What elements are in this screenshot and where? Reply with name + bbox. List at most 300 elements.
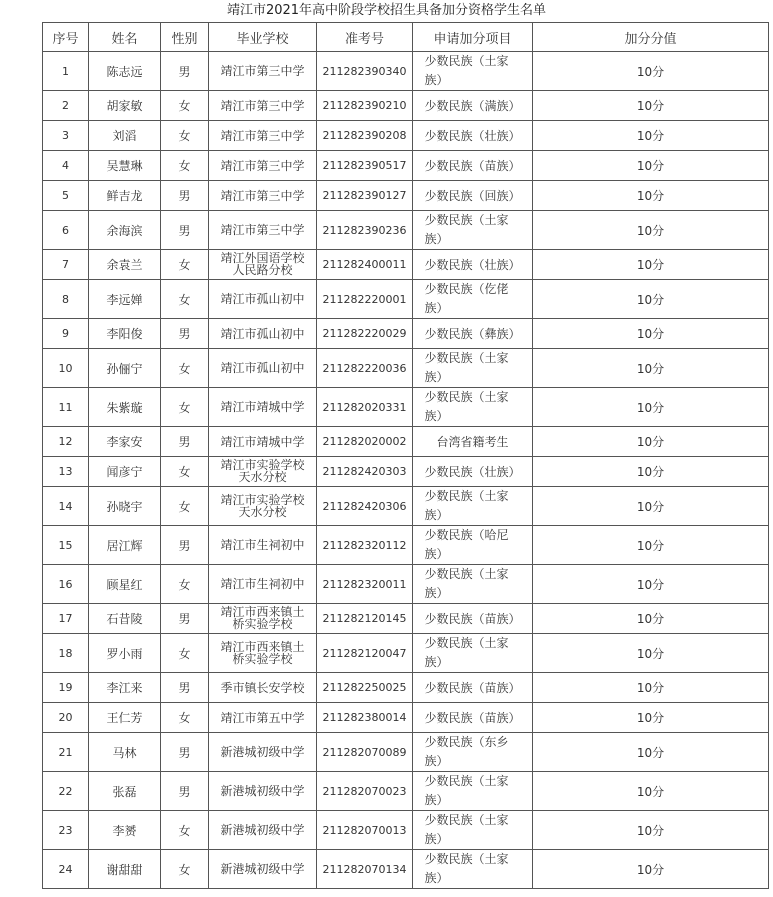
cell-bonus-score-text: 10分 [636, 258, 665, 272]
cell-no [43, 811, 89, 850]
cell-exam-no [317, 850, 413, 889]
cell-exam-no-text: 211282070134 [322, 862, 407, 876]
cell-name-text: 鲜吉龙 [106, 189, 143, 203]
cell-bonus-item [413, 487, 533, 526]
cell-bonus-score-text: 10分 [636, 189, 665, 203]
cell-bonus-score-text: 10分 [636, 129, 665, 143]
cell-exam-no [317, 772, 413, 811]
cell-school-text: 靖江市第三中学 [220, 223, 305, 237]
cell-school [209, 457, 317, 487]
table-row [43, 703, 769, 733]
cell-name [89, 121, 161, 151]
table-row [43, 181, 769, 211]
table-row [43, 634, 769, 673]
cell-school-text: 靖江市靖城中学 [220, 400, 305, 414]
cell-exam-no-text: 211282320112 [322, 538, 407, 552]
cell-gender-text: 女 [178, 129, 191, 143]
cell-bonus-score [533, 565, 769, 604]
cell-exam-no [317, 319, 413, 349]
cell-school-text: 靖江市第三中学 [220, 188, 305, 203]
cell-no-text: 2 [62, 99, 69, 112]
cell-school-text: 靖江市实验学校天水分校 [220, 458, 305, 484]
table-row [43, 427, 769, 457]
cell-school [209, 91, 317, 121]
cell-school [209, 673, 317, 703]
cell-school-text: 靖江市实验学校天水分校 [220, 492, 305, 519]
cell-bonus-score [533, 772, 769, 811]
cell-no-text: 12 [58, 435, 73, 448]
cell-gender [161, 457, 209, 487]
cell-bonus-item-text: 少数民族（土家族） [424, 213, 509, 246]
table-row [43, 52, 769, 91]
cell-exam-no [317, 703, 413, 733]
cell-school-text: 新港城初级中学 [220, 862, 305, 876]
cell-gender [161, 250, 209, 280]
header-no: 序号 [43, 23, 89, 52]
cell-name-text: 谢甜甜 [106, 862, 143, 877]
header-bonus-score: 加分分值 [533, 23, 769, 52]
cell-bonus-item [413, 604, 533, 634]
cell-no [43, 121, 89, 151]
cell-bonus-item-text: 少数民族（彝族） [424, 326, 521, 341]
cell-school-text: 靖江外国语学校人民路分校 [220, 251, 305, 277]
cell-bonus-score [533, 181, 769, 211]
cell-gender-text: 男 [178, 745, 191, 760]
cell-bonus-score-text: 10分 [636, 823, 665, 838]
cell-name-text: 孙俪宁 [106, 361, 143, 376]
cell-school-text: 靖江市第五中学 [220, 710, 305, 725]
cell-gender-text: 男 [178, 64, 191, 79]
table-row [43, 457, 769, 487]
cell-school [209, 250, 317, 280]
table-row [43, 850, 769, 889]
cell-exam-no [317, 733, 413, 772]
cell-no-text: 21 [58, 745, 73, 759]
table-row [43, 388, 769, 427]
cell-name-text: 刘滔 [112, 129, 137, 143]
cell-no [43, 388, 89, 427]
table-row [43, 280, 769, 319]
cell-name-text: 石昔陵 [106, 612, 143, 626]
cell-school [209, 703, 317, 733]
cell-bonus-score [533, 250, 769, 280]
cell-exam-no-text: 211282250025 [322, 681, 407, 694]
cell-no [43, 565, 89, 604]
cell-no-text: 1 [62, 64, 69, 78]
cell-no-text: 20 [58, 711, 73, 724]
cell-bonus-item [413, 850, 533, 889]
cell-gender [161, 634, 209, 673]
cell-gender-text: 男 [178, 189, 191, 203]
table-header-row [43, 23, 769, 52]
cell-bonus-item-text: 少数民族（苗族） [424, 680, 521, 695]
cell-bonus-score [533, 52, 769, 91]
cell-name [89, 526, 161, 565]
cell-no [43, 772, 89, 811]
cell-school-text: 新港城初级中学 [220, 823, 305, 837]
cell-name [89, 457, 161, 487]
cell-no [43, 280, 89, 319]
cell-school [209, 151, 317, 181]
cell-name-text: 李家安 [106, 435, 143, 449]
cell-exam-no-text: 211282220001 [322, 292, 407, 306]
cell-name [89, 349, 161, 388]
cell-name [89, 604, 161, 634]
cell-name [89, 280, 161, 319]
cell-bonus-item-text: 少数民族（土家族） [424, 774, 509, 807]
cell-bonus-score-text: 10分 [636, 159, 665, 173]
cell-name-text: 居江辉 [106, 538, 143, 553]
cell-bonus-item [413, 91, 533, 121]
cell-name-text: 罗小雨 [106, 646, 143, 661]
cell-gender-text: 女 [178, 646, 191, 661]
cell-bonus-score [533, 388, 769, 427]
cell-name-text: 王仁芳 [106, 711, 143, 725]
cell-gender-text: 男 [178, 538, 191, 553]
cell-school-text: 靖江市第三中学 [220, 158, 305, 173]
cell-name [89, 151, 161, 181]
cell-no [43, 526, 89, 565]
cell-name-text: 张磊 [112, 784, 137, 799]
cell-school-text: 靖江市靖城中学 [220, 434, 305, 449]
cell-exam-no-text: 211282390236 [322, 223, 407, 237]
cell-bonus-item-text: 少数民族（土家族） [424, 852, 509, 885]
cell-name-text: 马林 [112, 745, 137, 760]
cell-bonus-score-text: 10分 [636, 538, 665, 553]
cell-gender-text: 男 [178, 327, 191, 341]
cell-exam-no [317, 280, 413, 319]
cell-bonus-item [413, 280, 533, 319]
cell-gender [161, 427, 209, 457]
cell-exam-no-text: 211282390208 [322, 129, 407, 142]
cell-exam-no [317, 487, 413, 526]
cell-bonus-score-text: 10分 [636, 64, 665, 79]
cell-bonus-item [413, 673, 533, 703]
cell-name-text: 吴慧琳 [106, 159, 143, 173]
cell-gender [161, 151, 209, 181]
cell-school [209, 280, 317, 319]
cell-name [89, 772, 161, 811]
cell-bonus-score-text: 10分 [636, 612, 665, 626]
cell-no-text: 22 [58, 784, 73, 798]
cell-exam-no-text: 211282390127 [322, 189, 407, 202]
cell-no-text: 10 [58, 361, 73, 375]
cell-gender-text: 男 [178, 681, 191, 695]
cell-school [209, 319, 317, 349]
cell-bonus-item [413, 634, 533, 673]
cell-name-text: 余海滨 [106, 223, 143, 238]
cell-bonus-item-text: 少数民族（仡佬族） [424, 282, 509, 315]
cell-bonus-score [533, 349, 769, 388]
cell-no-text: 11 [58, 400, 73, 414]
cell-bonus-score-text: 10分 [636, 465, 665, 479]
cell-exam-no-text: 211282070089 [322, 745, 407, 759]
table-row [43, 811, 769, 850]
cell-exam-no [317, 427, 413, 457]
cell-name-text: 闻彦宁 [106, 465, 143, 479]
cell-gender-text: 男 [178, 223, 191, 238]
cell-exam-no-text: 211282070023 [322, 784, 407, 798]
cell-no [43, 457, 89, 487]
cell-exam-no [317, 250, 413, 280]
cell-exam-no [317, 457, 413, 487]
cell-no-text: 23 [58, 823, 73, 837]
cell-bonus-score-text: 10分 [636, 99, 665, 113]
cell-bonus-score-text: 10分 [636, 862, 665, 877]
cell-no [43, 427, 89, 457]
cell-no-text: 3 [62, 129, 69, 142]
cell-exam-no [317, 634, 413, 673]
cell-name [89, 487, 161, 526]
cell-bonus-score-text: 10分 [636, 681, 665, 695]
table-row [43, 526, 769, 565]
cell-name [89, 634, 161, 673]
cell-no [43, 52, 89, 91]
cell-school [209, 427, 317, 457]
cell-name [89, 811, 161, 850]
cell-school-text: 靖江市第三中学 [220, 64, 305, 78]
cell-gender-text: 女 [178, 292, 191, 307]
table-row [43, 250, 769, 280]
cell-bonus-item-text: 少数民族（土家族） [424, 351, 509, 384]
cell-bonus-item [413, 211, 533, 250]
cell-no [43, 604, 89, 634]
cell-exam-no-text: 211282220036 [322, 361, 407, 375]
cell-gender-text: 女 [178, 258, 191, 272]
cell-school [209, 487, 317, 526]
cell-bonus-item-text: 少数民族（苗族） [424, 158, 521, 173]
cell-gender-text: 女 [178, 823, 191, 838]
cell-bonus-score [533, 604, 769, 634]
header-school: 毕业学校 [209, 23, 317, 52]
cell-exam-no-text: 211282400011 [322, 258, 407, 271]
table-row [43, 487, 769, 526]
cell-exam-no-text: 211282380014 [322, 711, 407, 724]
cell-bonus-score [533, 121, 769, 151]
cell-bonus-score [533, 91, 769, 121]
cell-bonus-item [413, 733, 533, 772]
cell-name [89, 319, 161, 349]
cell-gender [161, 280, 209, 319]
cell-no-text: 4 [62, 159, 69, 172]
cell-school-text: 新港城初级中学 [220, 745, 305, 759]
header-exam-no: 准考号 [317, 23, 413, 52]
cell-school [209, 733, 317, 772]
cell-school-text: 靖江市生祠初中 [220, 538, 305, 552]
cell-exam-no-text: 211282120047 [322, 646, 407, 660]
cell-bonus-item [413, 151, 533, 181]
cell-bonus-item [413, 388, 533, 427]
table-row [43, 91, 769, 121]
cell-gender-text: 女 [178, 711, 191, 725]
table-row [43, 121, 769, 151]
cell-gender [161, 181, 209, 211]
cell-no [43, 250, 89, 280]
cell-exam-no-text: 211282320011 [322, 577, 407, 591]
cell-gender [161, 121, 209, 151]
header-name: 姓名 [89, 23, 161, 52]
cell-bonus-item [413, 526, 533, 565]
cell-exam-no-text: 211282220029 [322, 327, 407, 340]
cell-bonus-item-text: 少数民族（土家族） [424, 390, 509, 423]
page-title: 靖江市2021年高中阶段学校招生具备加分资格学生名单 [226, 3, 547, 18]
cell-bonus-score [533, 703, 769, 733]
cell-no [43, 91, 89, 121]
cell-bonus-item [413, 427, 533, 457]
cell-bonus-score [533, 526, 769, 565]
cell-gender-text: 男 [178, 784, 191, 799]
table-row [43, 565, 769, 604]
cell-school-text: 靖江市第三中学 [220, 128, 305, 143]
cell-gender-text: 男 [178, 612, 191, 626]
cell-name [89, 733, 161, 772]
cell-name [89, 388, 161, 427]
cell-name-text: 孙晓宇 [106, 499, 143, 514]
cell-name-text: 胡家敏 [106, 99, 143, 113]
table-row [43, 772, 769, 811]
cell-exam-no-text: 211282390517 [322, 159, 407, 172]
cell-gender [161, 91, 209, 121]
cell-gender-text: 女 [178, 577, 191, 592]
cell-bonus-item-text: 少数民族（壮族） [424, 257, 521, 272]
cell-bonus-item [413, 811, 533, 850]
cell-bonus-score [533, 280, 769, 319]
cell-gender [161, 388, 209, 427]
cell-name-text: 顾星红 [106, 577, 143, 592]
table-row [43, 673, 769, 703]
cell-gender [161, 211, 209, 250]
cell-exam-no-text: 211282020331 [322, 400, 407, 414]
cell-bonus-score [533, 151, 769, 181]
table-row [43, 211, 769, 250]
cell-bonus-score-text: 10分 [636, 435, 665, 449]
cell-gender [161, 526, 209, 565]
cell-bonus-score-text: 10分 [636, 223, 665, 238]
cell-no-text: 6 [62, 223, 69, 237]
cell-gender [161, 604, 209, 634]
cell-exam-no [317, 349, 413, 388]
table-row [43, 604, 769, 634]
cell-name-text: 李远婵 [106, 292, 143, 307]
cell-bonus-score-text: 10分 [636, 745, 665, 760]
cell-school-text: 靖江市西来镇土桥实验学校 [220, 605, 305, 631]
cell-school [209, 181, 317, 211]
cell-bonus-item [413, 250, 533, 280]
cell-name-text: 李赟 [112, 823, 137, 838]
cell-no [43, 319, 89, 349]
cell-no-text: 14 [58, 499, 73, 513]
cell-name [89, 850, 161, 889]
cell-school [209, 388, 317, 427]
cell-exam-no-text: 211282420306 [322, 499, 407, 513]
cell-gender-text: 女 [178, 99, 191, 113]
cell-school [209, 811, 317, 850]
cell-exam-no [317, 811, 413, 850]
cell-no-text: 7 [62, 258, 69, 271]
cell-no [43, 151, 89, 181]
cell-bonus-score-text: 10分 [636, 292, 665, 307]
cell-school [209, 772, 317, 811]
cell-exam-no-text: 211282390340 [322, 64, 407, 78]
cell-exam-no [317, 211, 413, 250]
cell-name [89, 703, 161, 733]
cell-exam-no [317, 91, 413, 121]
cell-exam-no-text: 211282070013 [322, 823, 407, 837]
cell-name-text: 朱紫璇 [106, 400, 143, 415]
cell-no [43, 487, 89, 526]
cell-bonus-item-text: 少数民族（壮族） [424, 464, 521, 479]
cell-name-text: 李江来 [106, 681, 143, 695]
cell-school-text: 靖江市生祠初中 [220, 577, 305, 591]
cell-no [43, 349, 89, 388]
cell-gender [161, 673, 209, 703]
cell-bonus-score [533, 733, 769, 772]
cell-name [89, 211, 161, 250]
table-row [43, 349, 769, 388]
cell-bonus-score-text: 10分 [636, 327, 665, 341]
cell-bonus-score-text: 10分 [636, 577, 665, 592]
cell-exam-no [317, 673, 413, 703]
cell-exam-no-text: 211282020002 [322, 435, 407, 448]
cell-school [209, 850, 317, 889]
cell-no [43, 211, 89, 250]
cell-bonus-score [533, 487, 769, 526]
cell-gender-text: 女 [178, 862, 191, 877]
cell-gender [161, 811, 209, 850]
cell-school [209, 349, 317, 388]
cell-gender-text: 女 [178, 499, 191, 514]
cell-gender [161, 733, 209, 772]
cell-exam-no [317, 565, 413, 604]
cell-bonus-item [413, 703, 533, 733]
cell-exam-no [317, 52, 413, 91]
cell-exam-no-text: 211282420303 [322, 465, 407, 478]
cell-no-text: 8 [62, 292, 69, 306]
cell-no-text: 9 [62, 327, 69, 340]
cell-name [89, 52, 161, 91]
cell-no-text: 16 [58, 577, 73, 591]
cell-bonus-item-text: 少数民族（土家族） [424, 54, 509, 87]
cell-name-text: 余袁兰 [106, 258, 143, 272]
student-table [42, 22, 769, 889]
cell-exam-no-text: 211282390210 [322, 99, 407, 112]
table-row [43, 733, 769, 772]
cell-gender [161, 703, 209, 733]
cell-bonus-item [413, 565, 533, 604]
cell-bonus-score [533, 634, 769, 673]
cell-school [209, 565, 317, 604]
header-gender: 性别 [161, 23, 209, 52]
cell-school-text: 靖江市第三中学 [220, 98, 305, 113]
cell-bonus-item-text: 少数民族（苗族） [424, 710, 521, 725]
cell-school-text: 靖江市孤山初中 [220, 326, 305, 341]
cell-no [43, 733, 89, 772]
cell-gender [161, 772, 209, 811]
cell-bonus-item [413, 772, 533, 811]
cell-school [209, 121, 317, 151]
cell-bonus-item [413, 121, 533, 151]
cell-school [209, 604, 317, 634]
cell-gender-text: 女 [178, 400, 191, 415]
cell-gender-text: 女 [178, 361, 191, 376]
cell-gender [161, 850, 209, 889]
cell-name [89, 427, 161, 457]
cell-exam-no [317, 181, 413, 211]
cell-name [89, 673, 161, 703]
cell-bonus-score [533, 673, 769, 703]
cell-school-text: 靖江市孤山初中 [220, 292, 305, 306]
cell-bonus-score [533, 850, 769, 889]
